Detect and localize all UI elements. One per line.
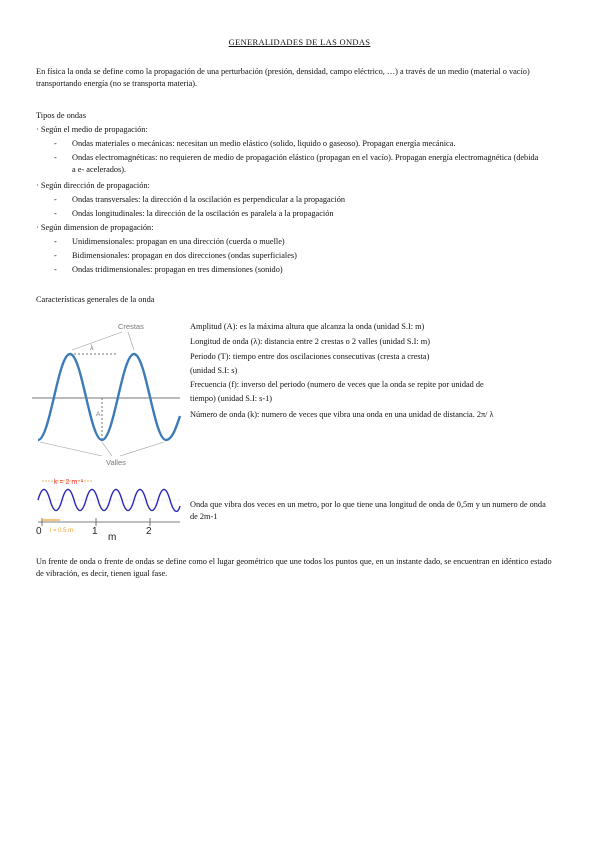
list-item: - Unidimensionales: propagan en una dirección (cuerda o muelle)	[54, 237, 285, 246]
l-label: l = 0.5 m	[50, 528, 74, 534]
list-item: - Ondas longitudinales: la dirección de la oscilación es paralela a la propagación	[54, 209, 334, 218]
amplitud-def: Amplitud (A): es la máxima altura que alcanza la onda (unidad S.I: m)	[190, 322, 425, 331]
medio-label: · Según el medio de propagación:	[36, 125, 148, 134]
list-item: - Ondas electromagnéticas: no requieren de medio de propagación elástico (propagan en el vacío). Propagan energía electromagnética (debida a e- acelerados).	[54, 153, 539, 175]
periodo-unit: (unidad S.I: s)	[190, 366, 238, 375]
example-text: Onda que vibra dos veces en un metro, por lo que tiene una longitud de onda de 0,5m y un numero de onda de 2m-1	[190, 500, 546, 522]
frecuencia-def: Frecuencia (f): inverso del periodo (numero de veces que la onda se repite por unidad de	[190, 380, 484, 389]
list-item: - Ondas transversales: la dirección d la oscilación es perpendicular a la propagación	[54, 195, 346, 204]
list-item: - Bidimensionales: propagan en dos direcciones (ondas superficiales)	[54, 251, 297, 260]
frente-paragraph: Un frente de onda o frente de ondas se define como el lugar geométrico que une todos los puntos que, en un instante dado, se encuentran en idéntico estado de vibración, es decir, tienen igual fase.	[36, 557, 552, 579]
intro-paragraph: En física la onda se define como la propagación de una perturbación (presión, densidad, campo eléctrico, …) a través de un medio (material o vacío) transportando energía (no se transporta materia).	[36, 67, 530, 89]
frecuencia-unit: tiempo) (unidad S.I: s-1)	[190, 394, 273, 403]
sine-wave	[38, 490, 180, 512]
page-title: GENERALIDADES DE LAS ONDAS	[228, 37, 371, 47]
tick-2: 2	[146, 526, 152, 537]
dimension-label: · Según dimension de propagación:	[36, 223, 154, 232]
numero-def: Número de onda (k): numero de veces que vibra una onda en una unidad de distancia. 2π/ λ	[190, 410, 494, 419]
unit-label: m	[108, 532, 117, 542]
caracteristicas-heading: Características generales de la onda	[36, 295, 155, 304]
list-item: - Ondas tridimensionales: propagan en tres dimensiones (sonido)	[54, 265, 283, 274]
wave-diagram	[30, 316, 186, 472]
k-formula: k = 2 m⁻¹	[54, 479, 84, 486]
wave-example-diagram	[34, 476, 184, 542]
tick-0: 0	[36, 526, 42, 537]
crestas-label: Crestas	[118, 322, 144, 331]
tipos-heading: Tipos de ondas	[36, 111, 86, 120]
wave-curve	[38, 354, 180, 440]
amplitude-label: A	[96, 411, 101, 418]
lambda-label: λ	[90, 345, 94, 352]
valles-label: Valles	[106, 458, 126, 467]
tick-1: 1	[92, 526, 98, 537]
periodo-def: Periodo (T): tiempo entre dos oscilaciones consecutivas (cresta a cresta)	[190, 352, 430, 361]
direccion-label: · Según dirección de propagación:	[36, 181, 150, 190]
longitud-def: Longitud de onda (λ): distancia entre 2 crestas o 2 valles (unidad S.I: m)	[190, 337, 430, 346]
list-item: - Ondas materiales o mecánicas: necesitan un medio elástico (solido, liquido o gaseoso). Propagan energía mecánica.	[54, 139, 456, 148]
